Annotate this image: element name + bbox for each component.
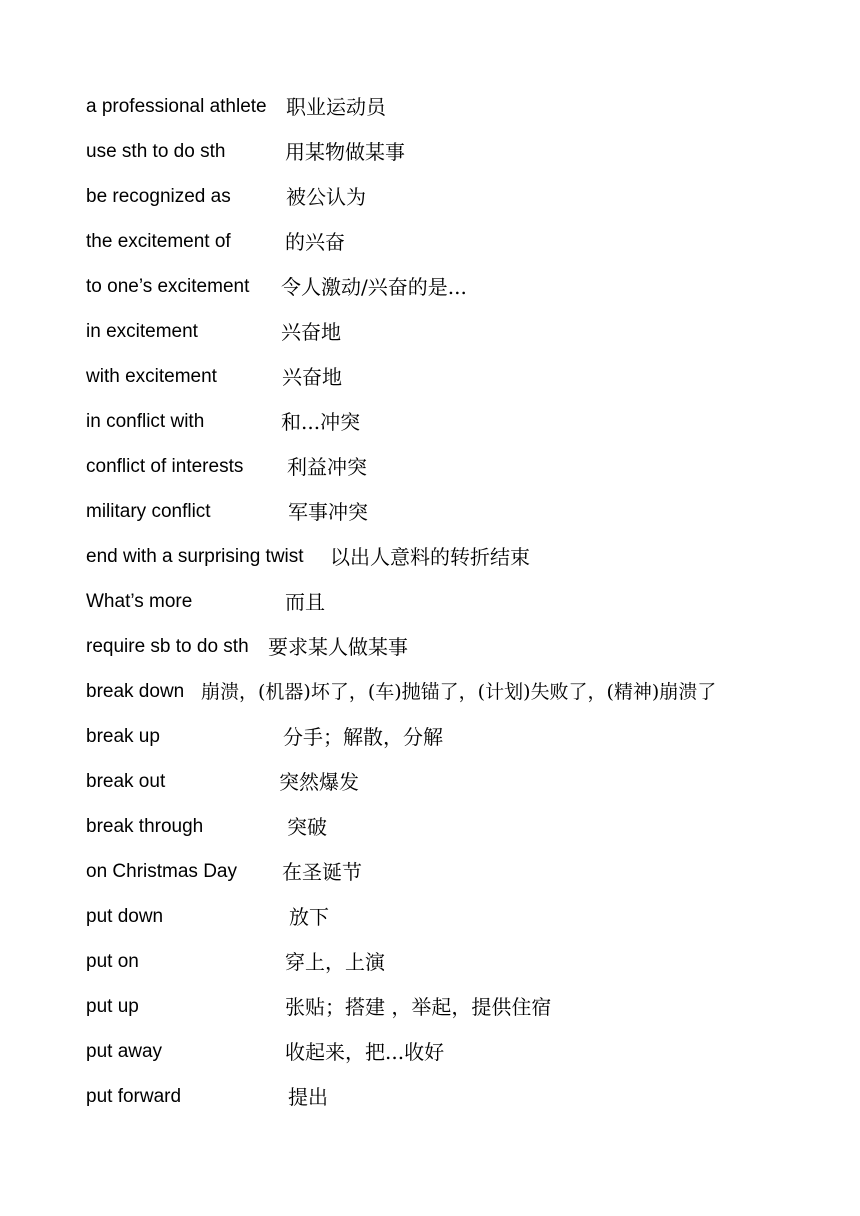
vocab-term: be recognized as bbox=[86, 186, 231, 207]
vocab-meaning: 在圣诞节 bbox=[282, 860, 362, 884]
vocab-meaning: 突然爆发 bbox=[279, 770, 359, 794]
vocab-meaning: 提出 bbox=[288, 1085, 328, 1109]
vocab-meaning: 崩溃，(机器)坏了，(车)抛锚了，(计划)失败了，(精神)崩溃了 bbox=[201, 681, 717, 703]
vocab-term: use sth to do sth bbox=[86, 141, 226, 162]
vocab-term: conflict of interests bbox=[86, 456, 244, 477]
vocab-meaning: 以出人意料的转折结束 bbox=[330, 545, 530, 569]
vocab-term: end with a surprising twist bbox=[86, 546, 304, 567]
vocab-term: break down bbox=[86, 681, 185, 702]
vocab-term: on Christmas Day bbox=[86, 861, 237, 882]
vocab-meaning: 穿上，上演 bbox=[285, 950, 385, 974]
vocab-term: put forward bbox=[86, 1086, 182, 1107]
vocab-meaning: 和...冲突 bbox=[281, 410, 361, 434]
vocab-term: break out bbox=[86, 771, 166, 792]
vocab-meaning: 收起来，把...收好 bbox=[285, 1040, 445, 1064]
vocab-meaning: 兴奋地 bbox=[281, 320, 341, 344]
vocab-meaning: 职业运动员 bbox=[286, 95, 386, 119]
vocab-term: put down bbox=[86, 906, 164, 927]
vocab-meaning: 用某物做某事 bbox=[285, 140, 405, 164]
vocab-meaning: 军事冲突 bbox=[288, 500, 368, 524]
vocab-meaning: 分手；解散，分解 bbox=[283, 725, 443, 749]
vocab-meaning: 的兴奋 bbox=[285, 230, 345, 254]
vocab-term: put up bbox=[86, 996, 139, 1017]
vocab-meaning: 放下 bbox=[289, 905, 329, 929]
vocab-term: put on bbox=[86, 951, 139, 972]
vocab-meaning: 利益冲突 bbox=[287, 455, 367, 479]
vocab-term: in excitement bbox=[86, 321, 198, 342]
vocab-term: military conflict bbox=[86, 501, 211, 522]
vocab-term: put away bbox=[86, 1041, 163, 1062]
vocab-term: to one’s excitement bbox=[86, 276, 250, 297]
vocab-term: a professional athlete bbox=[86, 96, 267, 117]
vocab-term: What’s more bbox=[86, 591, 193, 612]
vocab-term: break up bbox=[86, 726, 160, 747]
vocab-term: with excitement bbox=[86, 366, 217, 387]
vocab-term: in conflict with bbox=[86, 411, 205, 432]
vocab-meaning: 张贴；搭建 ，举起，提供住宿 bbox=[285, 995, 552, 1019]
vocab-term: the excitement of bbox=[86, 231, 231, 252]
vocab-meaning: 要求某人做某事 bbox=[268, 635, 408, 659]
vocab-term: break through bbox=[86, 816, 204, 837]
vocab-meaning: 而且 bbox=[285, 590, 325, 614]
vocab-meaning: 突破 bbox=[287, 815, 327, 839]
vocab-meaning: 兴奋地 bbox=[282, 365, 342, 389]
vocab-meaning: 被公认为 bbox=[286, 185, 366, 209]
vocab-meaning: 令人激动/兴奋的是... bbox=[281, 275, 467, 299]
vocab-term: require sb to do sth bbox=[86, 636, 249, 657]
